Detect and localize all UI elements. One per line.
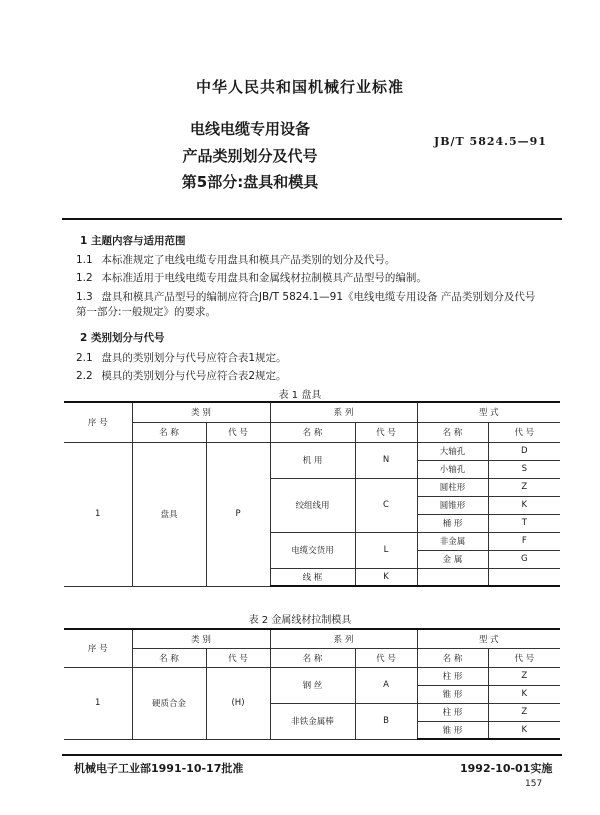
clause-number: 1.3 xyxy=(76,291,93,303)
model-name-cell: 柱 形 xyxy=(417,667,488,685)
standard-title-line-3: 第5部分:盘具和模具 xyxy=(181,173,319,191)
clause-text: 盘具和模具产品型号的编制应符合JB/T 5824.1—91《电线电缆专用设备 产品类别划分及代号 xyxy=(101,291,536,303)
series-code-header: 代 号 xyxy=(355,648,417,667)
seq-header: 序 号 xyxy=(64,629,132,667)
category-header: 类 别 xyxy=(132,402,270,422)
clause-1-3 xyxy=(76,290,571,304)
series-code-cell: B xyxy=(355,703,417,739)
series-code-cell: N xyxy=(355,442,417,478)
model-name-header: 名 称 xyxy=(417,422,488,442)
section-1-heading: 1 主题内容与适用范围 xyxy=(80,235,186,247)
model-name-header: 名 称 xyxy=(417,648,488,667)
series-code-header: 代 号 xyxy=(355,422,417,442)
model-code-cell: K xyxy=(488,496,560,514)
model-code-cell: S xyxy=(488,460,560,478)
model-name-cell: 圆锥形 xyxy=(417,496,488,514)
series-name-cell: 电缆交货用 xyxy=(270,532,355,568)
table-1-reels xyxy=(64,401,560,587)
clause-1-2 xyxy=(76,271,566,285)
model-code-cell: F xyxy=(488,532,560,550)
header-rule xyxy=(62,218,562,220)
standard-title-line-1: 电线电缆专用设备 xyxy=(189,120,310,138)
category-code-header: 代 号 xyxy=(206,648,270,667)
table-2-dies xyxy=(64,628,560,740)
model-code-cell: Z xyxy=(488,703,560,721)
effective-date: 1992-10-01实施 xyxy=(460,762,553,775)
clause-1-3-continued: 第一部分:一般规定》的要求。 xyxy=(76,306,217,318)
issuer-title: 中华人民共和国机械行业标准 xyxy=(195,78,404,96)
model-code-cell: G xyxy=(488,550,560,568)
model-name-cell: 非金属 xyxy=(417,532,488,550)
series-name-header: 名 称 xyxy=(270,422,355,442)
model-code-cell: Z xyxy=(488,667,560,685)
clause-text: 本标准规定了电线电缆专用盘具和模具产品类别的划分及代号。 xyxy=(101,254,396,266)
clause-number: 1.1 xyxy=(76,254,93,266)
category-name-cell: 盘具 xyxy=(132,442,206,586)
model-name-cell: 柱 形 xyxy=(417,703,488,721)
model-code-cell: K xyxy=(488,685,560,703)
model-code-cell: D xyxy=(488,442,560,460)
category-code-cell: (H) xyxy=(206,667,270,739)
clause-2-2 xyxy=(76,369,566,383)
clause-2-1 xyxy=(76,351,566,365)
model-name-cell: 桶 形 xyxy=(417,514,488,532)
category-name-header: 名 称 xyxy=(132,648,206,667)
seq-cell: 1 xyxy=(64,667,132,739)
model-name-cell: 小轴孔 xyxy=(417,460,488,478)
approval-line: 机械电子工业部1991-10-17批准 xyxy=(74,762,244,775)
series-name-cell: 线 框 xyxy=(270,568,355,586)
footer-rule xyxy=(62,754,562,756)
clause-number: 2.1 xyxy=(76,352,93,364)
series-code-cell: C xyxy=(355,478,417,532)
clause-text: 本标准适用于电线电缆专用盘具和金属线材拉制模具产品型号的编制。 xyxy=(101,272,427,284)
page-number: 157 xyxy=(525,779,543,789)
model-header: 型 式 xyxy=(417,629,560,648)
clause-number: 2.2 xyxy=(76,370,93,382)
clause-number: 1.2 xyxy=(76,272,93,284)
model-name-cell: 锥 形 xyxy=(417,685,488,703)
model-code-header: 代 号 xyxy=(488,422,560,442)
model-code-cell: Z xyxy=(488,478,560,496)
series-header: 系 列 xyxy=(270,629,417,648)
category-name-cell: 硬质合金 xyxy=(132,667,206,739)
table-2-caption: 表 2 金属线材拉制模具 xyxy=(248,615,352,626)
seq-cell: 1 xyxy=(64,442,132,586)
model-code-cell: K xyxy=(488,721,560,739)
series-name-header: 名 称 xyxy=(270,648,355,667)
model-name-cell: 金 属 xyxy=(417,550,488,568)
section-2-heading: 2 类别划分与代号 xyxy=(80,332,165,344)
table-1-caption: 表 1 盘具 xyxy=(278,390,322,401)
clause-1-1 xyxy=(76,253,566,267)
model-name-cell: 锥 形 xyxy=(417,721,488,739)
category-name-header: 名 称 xyxy=(132,422,206,442)
category-code-cell: P xyxy=(206,442,270,586)
model-name-cell: 大轴孔 xyxy=(417,442,488,460)
series-code-cell: L xyxy=(355,532,417,568)
standard-number: JB/T 5824.5—91 xyxy=(434,135,547,148)
series-name-cell: 机 用 xyxy=(270,442,355,478)
model-header: 型 式 xyxy=(417,402,560,422)
seq-header: 序 号 xyxy=(64,402,132,442)
model-code-cell: T xyxy=(488,514,560,532)
clause-text: 模具的类别划分与代号应符合表2规定。 xyxy=(101,370,287,382)
model-code-header: 代 号 xyxy=(488,648,560,667)
series-name-cell: 钢 丝 xyxy=(270,667,355,703)
standard-title-line-2: 产品类别划分及代号 xyxy=(182,147,318,165)
series-name-cell: 绞组线用 xyxy=(270,478,355,532)
category-header: 类 别 xyxy=(132,629,270,648)
model-name-cell-empty xyxy=(417,568,488,586)
series-code-cell: A xyxy=(355,667,417,703)
model-code-cell-empty xyxy=(488,568,560,586)
series-header: 系 列 xyxy=(270,402,417,422)
model-name-cell: 圆柱形 xyxy=(417,478,488,496)
category-code-header: 代 号 xyxy=(206,422,270,442)
series-name-cell: 非铁金属棒 xyxy=(270,703,355,739)
clause-text: 盘具的类别划分与代号应符合表1规定。 xyxy=(101,352,287,364)
series-code-cell: K xyxy=(355,568,417,586)
